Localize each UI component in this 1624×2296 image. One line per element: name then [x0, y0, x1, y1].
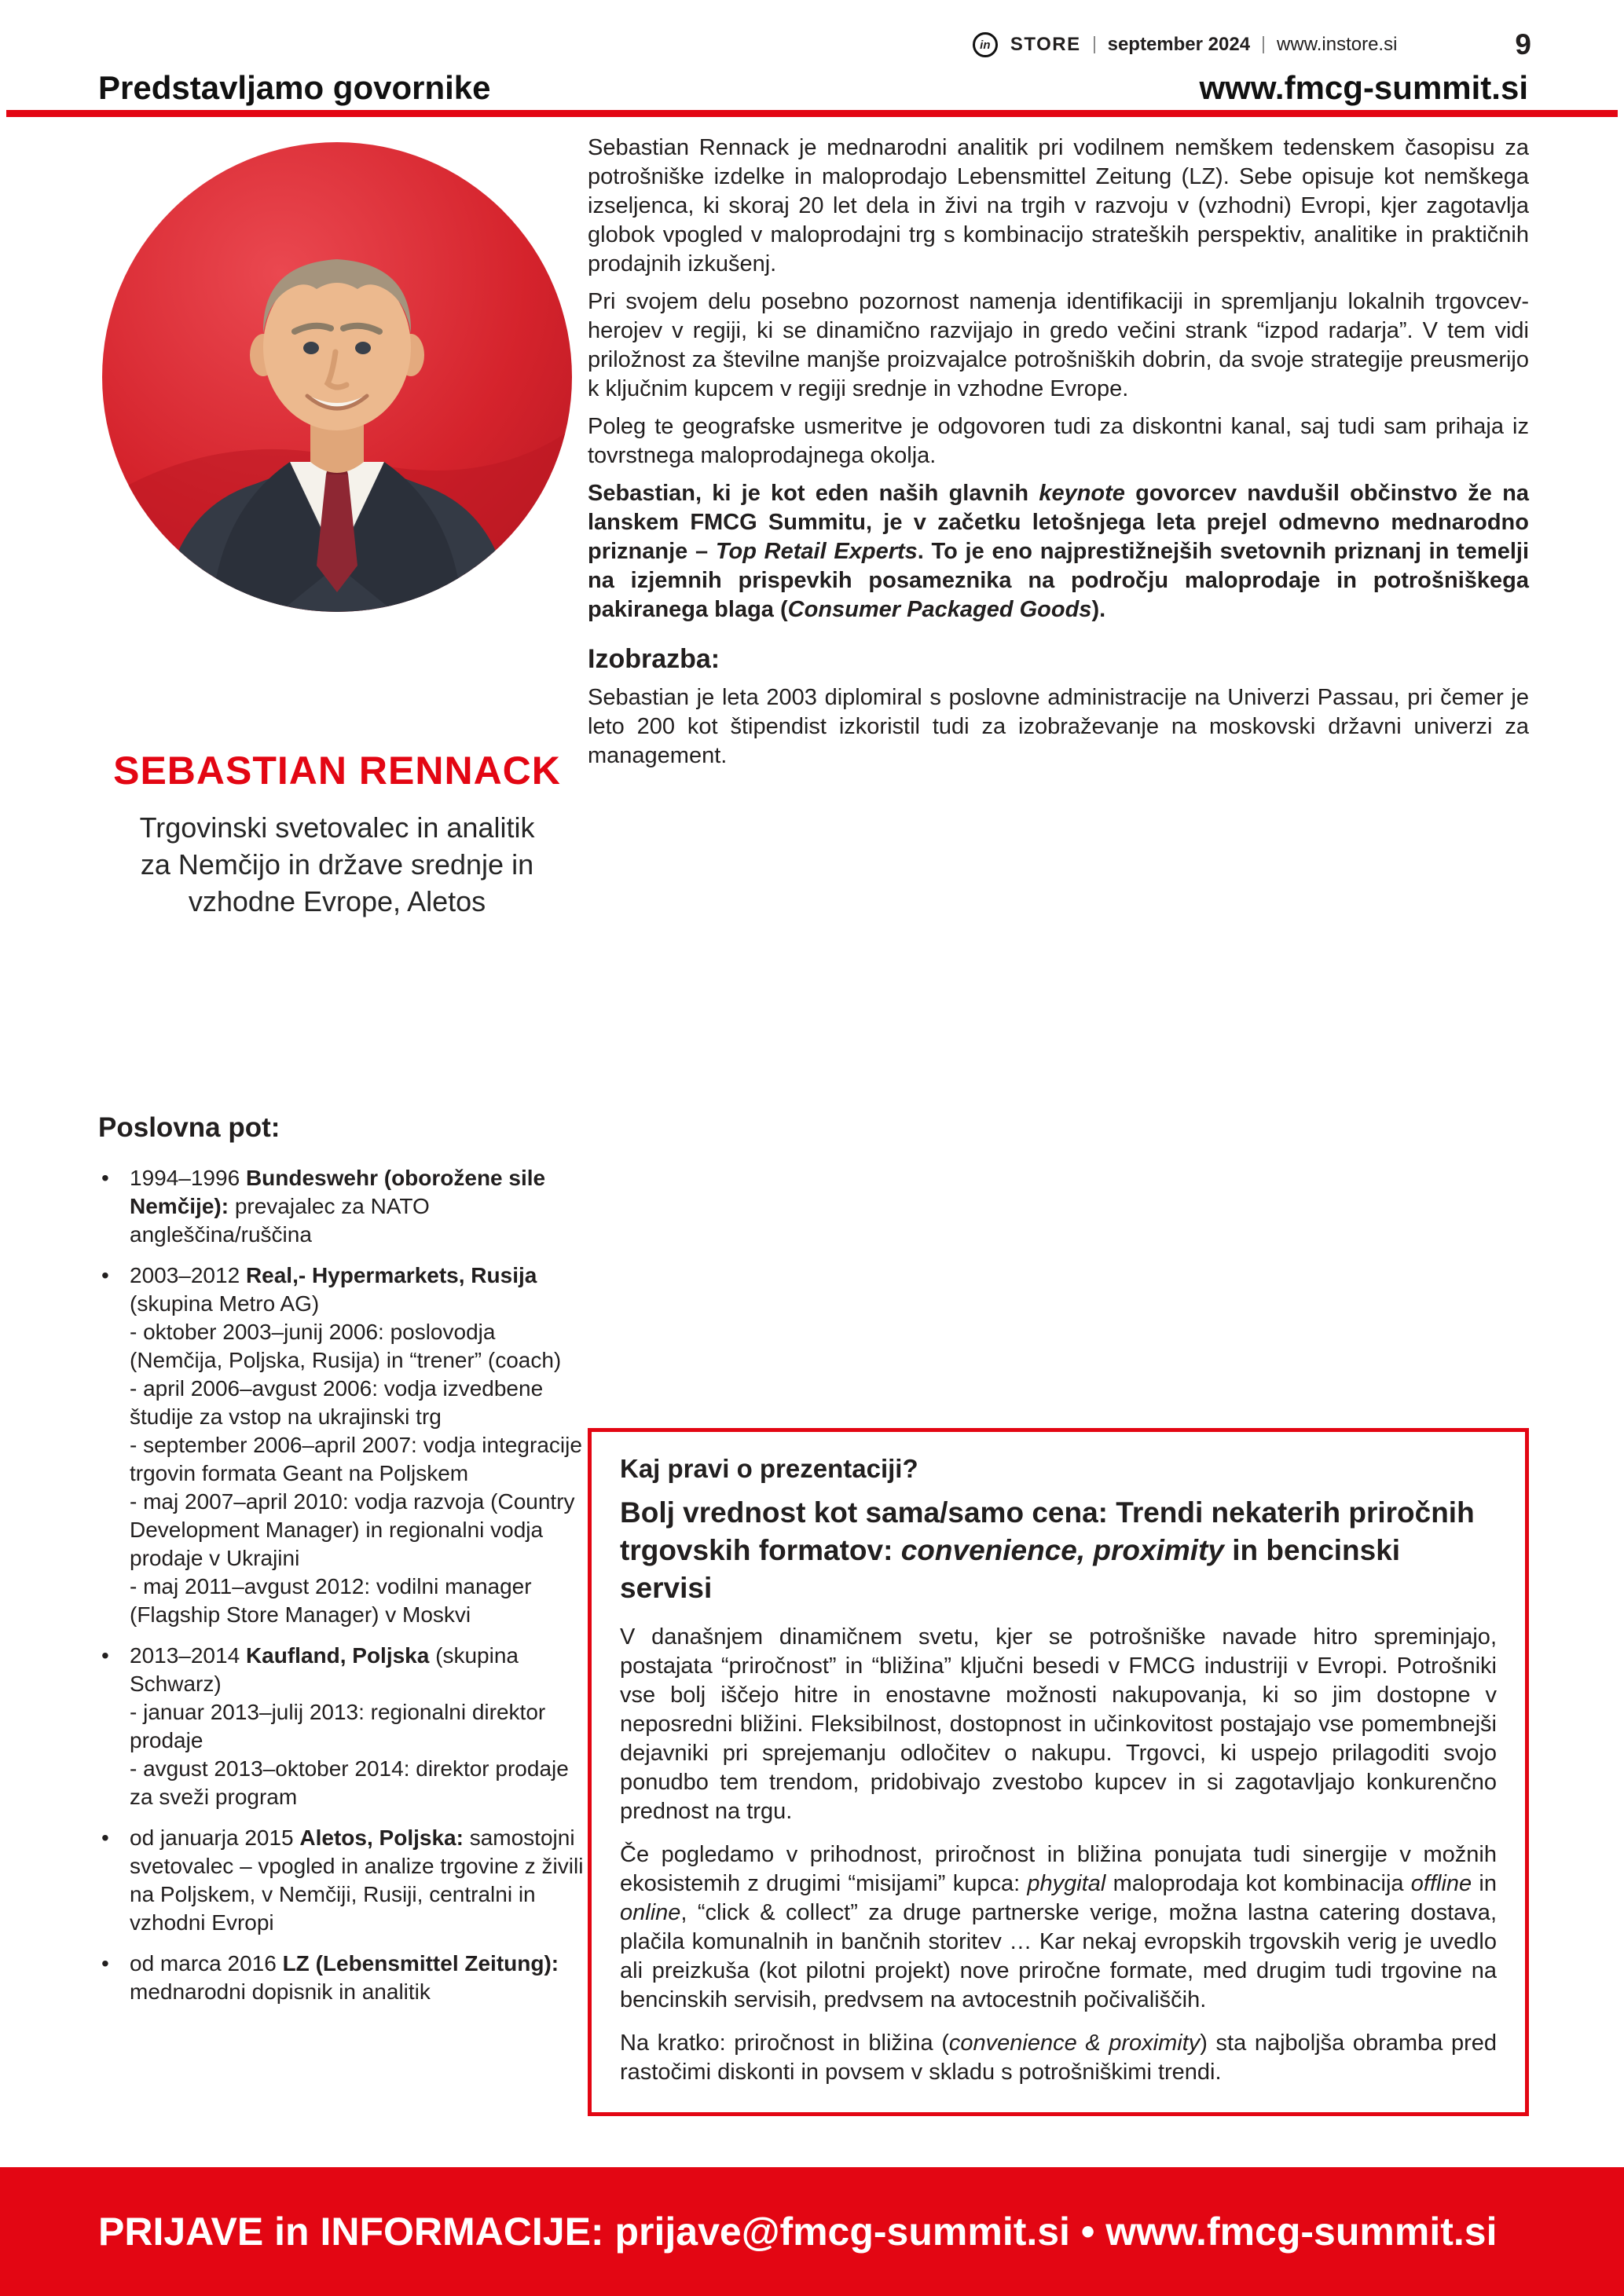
footer-contact-links[interactable]: prijave@fmcg-summit.si • www.fmcg-summit.si	[614, 2210, 1498, 2254]
magazine-brand: STORE	[1010, 34, 1081, 55]
issue-date: september 2024	[1107, 34, 1251, 55]
portrait-illustration	[101, 141, 573, 613]
bio-paragraph-3: Poleg te geografske usmeritve je odgovoren tudi za diskontni kanal, saj tudi sam prihaja iz tovrstnega maloprodajnega okolja.	[588, 414, 1529, 468]
page-number: 9	[1515, 28, 1531, 60]
career-item-detail: - januar 2013–julij 2013: regionalni direktor prodaje	[130, 1700, 546, 1752]
instore-logo-glyph: in	[980, 38, 991, 52]
career-item: • 2003–2012 Real,- Hypermarkets, Rusija (skupina Metro AG) - oktober 2003–junij 2006: poslovodja (Nemčija, Poljska, Rusija) in “trener” (coach) - april 2006–avgust 2006: vodja izvedbene študije za vstop na ukrajinski trg - september 2006–april 2007: vodja integracije trgovin formata Geant na Poljskem - maj 2007–april 2010: vodja razvoja (Country Development Manager) in regionalni vodja prodaje v Ukrajini - maj 2011–avgust 2012: vodilni manager (Flagship Store Manager) v Moskvi	[98, 1262, 584, 1629]
career-list	[98, 1164, 584, 2006]
quote-paragraph-2: Če pogledamo v prihodnost, priročnost in bližina ponujata tudi sinergije v možnih ekosistemih z drugimi “misijami” kupca: phygital maloprodaja kot kombinacija offline in online, “click & collect” za druge partnerske verige, možna lastna catering dostava, plačila komunalnih in bančnih storitev … Kar nekaj evropskih trgovskih verig je uvedlo ali preizkuša (kot pilotni projekt) nove priročne formate, med drugim tudi trgovine na bencinskih servisih, predvsem na avtocestnih počivališčih.	[620, 1842, 1497, 2012]
footer-bar	[0, 2167, 1624, 2296]
speaker-photo	[101, 141, 573, 613]
career-heading: Poslovna pot:	[98, 1112, 280, 1143]
quote-box-title: Bolj vrednost kot sama/samo cena: Trendi nekaterih priročnih trgovskih formatov: convenience, proximity in bencinski servisi	[620, 1496, 1475, 1604]
magazine-site-url[interactable]: www.instore.si	[1277, 34, 1398, 55]
quote-paragraph-1: V današnjem dinamičnem svetu, kjer se potrošniške navade hitro spreminjajo, postajata “priročnost” in “bližina” ključni besedi v FMCG industriji v Evropi. Potrošniki vse bolj iščejo hitre in enostavne možnosti nakupovanja, ki so jim dostopne v neposredni bližini. Fleksibilnost, dostopnost in učinkovitost postajajo vse pomembnejši dejavniki pri sprejemanju odločitev o nakupu. Trgovci, ki uspejo prilagoditi svojo ponudbo tem trendom, pridobivajo zvestobo kupcev in si zagotavljajo konkurenčno prednost na trgu.	[620, 1624, 1497, 1824]
presentation-quote-box	[588, 1428, 1529, 2116]
career-item-detail: - september 2006–april 2007: vodja integracije trgovin formata Geant na Poljskem	[130, 1433, 582, 1485]
quote-box-kicker: Kaj pravi o prezentaciji?	[620, 1454, 918, 1483]
career-item-detail: - maj 2007–april 2010: vodja razvoja (Country Development Manager) in regionalni vodja prodaje v Ukrajini	[130, 1489, 575, 1570]
footer-contact-line	[98, 2209, 1497, 2254]
career-item: • 2013–2014 Kaufland, Poljska (skupina Schwarz) - januar 2013–julij 2013: regionalni direktor prodaje - avgust 2013–oktober 2014: direktor prodaje za sveži program	[98, 1642, 584, 1811]
speaker-profile-column	[93, 138, 581, 920]
bio-paragraph-2: Pri svojem delu posebno pozornost namenja identifikaciji in spremljanju lokalnih trgovcev-herojev v regiji, ki se dinamično razvijajo in gredo večini strank “izpod radarja”. V tem vidi priložnost za številne manjše proizvajalce potrošniških dobrin, da svoje strategije preusmerijo k ključnim kupcem v regiji srednje in vzhodne Evrope.	[588, 289, 1529, 401]
speaker-role: Trgovinski svetovalec in analitik za Nemčijo in države srednje in vzhodne Evrope, Aletos	[139, 811, 535, 917]
meta-divider	[1263, 36, 1264, 53]
career-item-detail: - oktober 2003–junij 2006: poslovodja (Nemčija, Poljska, Rusija) in “trener” (coach)	[130, 1320, 562, 1372]
bio-paragraph-1: Sebastian Rennack je mednarodni analitik pri vodilnem nemškem tedenskem časopisu za potrošniške izdelke in maloprodajo Lebensmittel Zeitung (LZ). Sebe opisuje kot nemškega izseljenca, ki skoraj 20 let dela in živi na trgih v razvoju v (vzhodni) Evropi, kjer zagotavlja globok vpogled v maloprodajni trg s kombinacijo strateških perspektiv, analitike in praktičnih prodajnih izkušenj.	[588, 135, 1529, 276]
bio-paragraph-highlight: Sebastian, ki je kot eden naših glavnih keynote govorcev navdušil občinstvo že na lanskem FMCG Summitu, je v začetku letošnjega leta prejel odmevno mednarodno priznanje – Top Retail Experts. To je eno najprestižnejših svetovnih priznanj in temelji na izjemnih prispevkih posameznika na področju maloprodaje in potrošniškega pakiranega blaga (Consumer Packaged Goods).	[588, 481, 1529, 622]
career-item: • od januarja 2015 Aletos, Poljska: samostojni svetovalec – vpogled in analize trgovine z živili na Poljskem, v Nemčiji, Rusiji, centralni in vzhodni Evropi	[98, 1824, 584, 1937]
speaker-name: SEBASTIAN RENNACK	[113, 749, 561, 793]
quote-paragraph-3: Na kratko: priročnost in bližina (convenience & proximity) sta najboljša obramba pred rastočimi diskonti in povsem v skladu s potrošniškimi trendi.	[620, 2031, 1497, 2085]
career-path-section	[98, 1114, 584, 2019]
education-heading: Izobrazba:	[588, 644, 720, 674]
footer-label: PRIJAVE in INFORMACIJE:	[98, 2210, 615, 2254]
career-item-detail: - maj 2011–avgust 2012: vodilni manager (Flagship Store Manager) v Moskvi	[130, 1574, 532, 1627]
career-item: • od marca 2016 LZ (Lebensmittel Zeitung): mednarodni dopisnik in analitik	[98, 1950, 584, 2006]
magazine-meta	[973, 32, 1398, 57]
education-paragraph: Sebastian je leta 2003 diplomiral s poslovne administracije na Univerzi Passau, pri čemer je leto 200 kot štipendist izkoristil tudi za izobraževanje na moskovski državni univerzi za management.	[588, 685, 1529, 768]
career-item: • 1994–1996 Bundeswehr (oborožene sile Nemčije): prevajalec za NATO angleščina/ruščina	[98, 1164, 584, 1249]
instore-logo-icon	[973, 32, 998, 57]
speaker-biography	[588, 134, 1529, 779]
section-header	[98, 69, 1528, 107]
top-meta	[973, 28, 1531, 61]
career-item-detail: - avgust 2013–oktober 2014: direktor prodaje za sveži program	[130, 1756, 569, 1809]
career-item-detail: - april 2006–avgust 2006: vodja izvedbene študije za vstop na ukrajinski trg	[130, 1376, 544, 1429]
section-title: Predstavljamo govornike	[98, 69, 491, 106]
summit-url[interactable]: www.fmcg-summit.si	[1199, 69, 1528, 106]
divider-rule	[6, 110, 1618, 117]
meta-divider	[1094, 36, 1095, 53]
